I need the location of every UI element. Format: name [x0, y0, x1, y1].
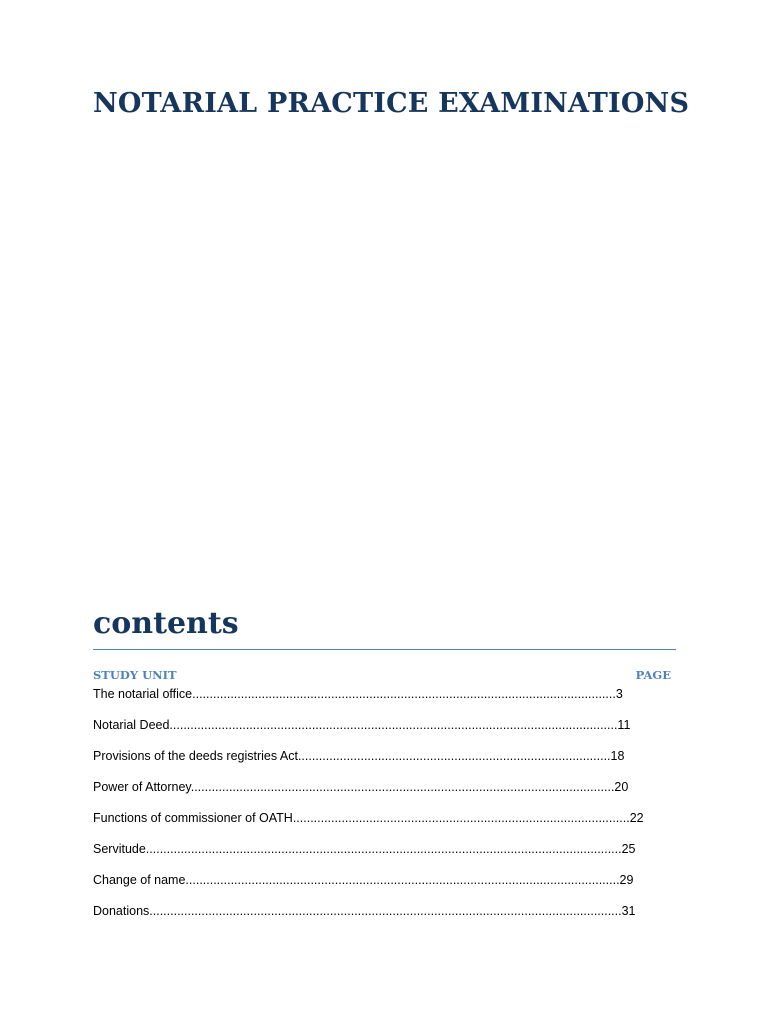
study-unit-header: STUDY UNIT	[93, 668, 177, 682]
page-header: PAGE	[635, 668, 671, 682]
contents-divider	[93, 649, 676, 650]
contents-heading: contents	[93, 606, 239, 641]
toc-entry-power-of-attorney[interactable]: Power of Attorney..........................................................................................................................20	[93, 780, 629, 794]
toc-entry-deeds-registries-act[interactable]: Provisions of the deeds registries Act..........................................................................................18	[93, 749, 625, 763]
toc-list	[93, 686, 644, 934]
toc-column-headers	[93, 668, 671, 682]
toc-entry-notarial-office[interactable]: The notarial office..........................................................................................................................3	[93, 687, 623, 701]
toc-entry-change-of-name[interactable]: Change of name.............................................................................................................................29	[93, 873, 634, 887]
document-title: NOTARIAL PRACTICE EXAMINATIONS	[93, 88, 690, 119]
toc-entry-servitude[interactable]: Servitude.........................................................................................................................................25	[93, 842, 636, 856]
toc-entry-donations[interactable]: Donations........................................................................................................................................31	[93, 904, 636, 918]
toc-entry-commissioner-of-oath[interactable]: Functions of commissioner of OATH.................................................................................................22	[93, 811, 644, 825]
toc-entry-notarial-deed[interactable]: Notarial Deed.................................................................................................................................11	[93, 718, 631, 732]
